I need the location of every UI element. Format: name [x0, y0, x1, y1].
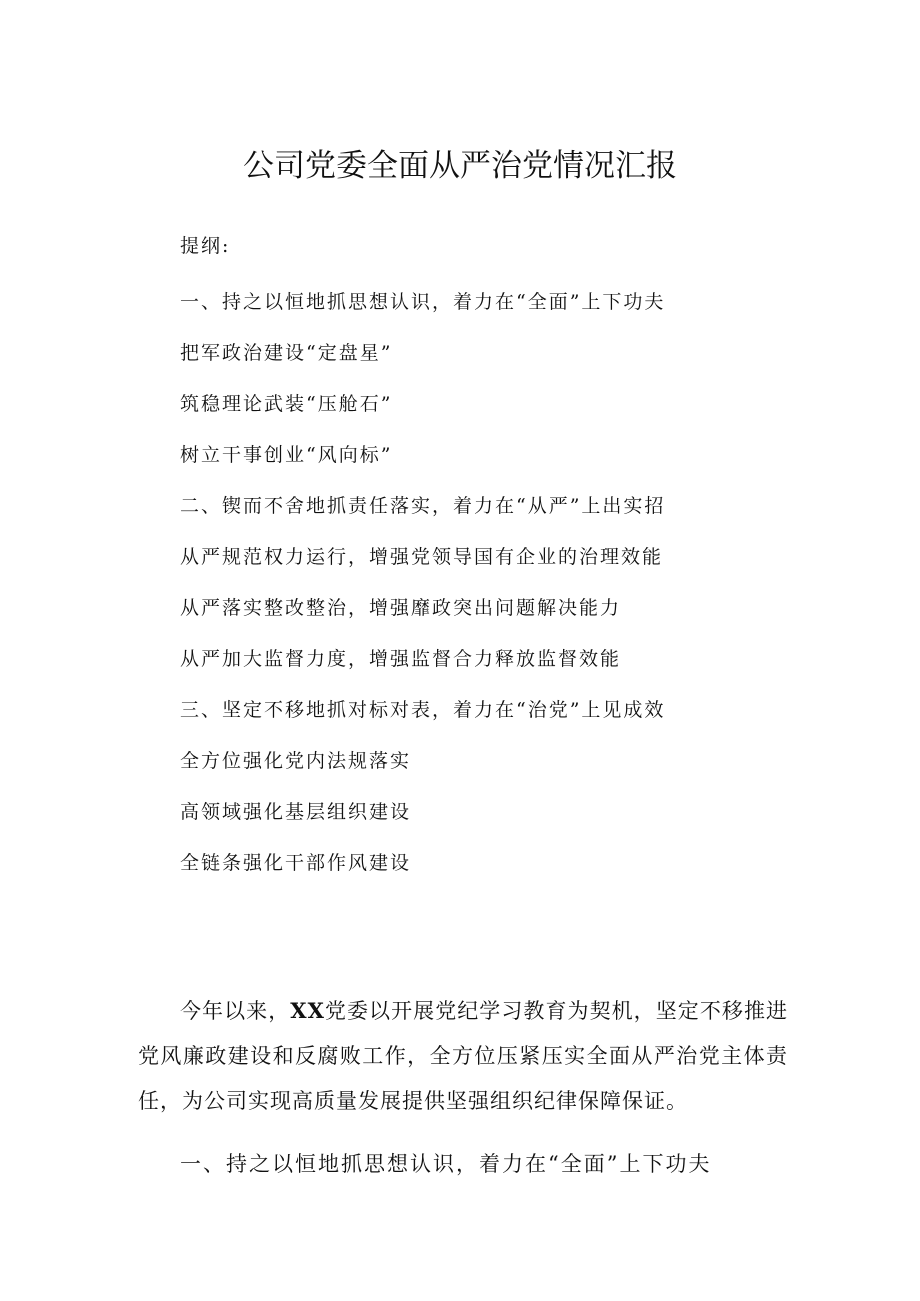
- intro-paragraph: [138, 988, 788, 1124]
- outline-item: 把军政治建设“定盘星”: [180, 342, 393, 364]
- outline-item: 全链条强化干部作风建设: [180, 852, 412, 874]
- outline-item: 从严加大监督力度，增强监督合力释放监督效能: [180, 648, 622, 670]
- section-heading: 一、持之以恒地抓思想认识，着力在“全面”上下功夫: [180, 1152, 712, 1176]
- document-body: [138, 988, 788, 1187]
- outline-item: 从严规范权力运行，增强党领导国有企业的治理效能: [180, 546, 664, 568]
- outline-item: 筑稳理论武装“压舱石”: [180, 393, 393, 415]
- outline-item: 高领域强化基层组织建设: [180, 801, 412, 823]
- outline-item: 从严落实整改整治，增强靡政突出问题解决能力: [180, 597, 622, 619]
- outline-item: 二、锲而不舍地抓责任落实，着力在“从严”上出实招: [180, 495, 666, 517]
- outline-item: 一、持之以恒地抓思想认识，着力在“全面”上下功夫: [180, 291, 666, 313]
- outline-label: 提纲:: [180, 235, 231, 257]
- outline-item: 全方位强化党内法规落实: [180, 750, 412, 772]
- outline-section: [180, 232, 840, 900]
- organization-name: XX: [290, 998, 325, 1023]
- document-title: 公司党委全面从严治党情况汇报: [243, 148, 677, 184]
- intro-lead: 今年以来，: [180, 999, 291, 1023]
- intro-rest: 党委以开展党纪学习教育为契机，坚定不移推进党风廉政建设和反腐败工作，全方位压紧压实全面从严治党主体责任，为公司实现高质量发展提供坚强组织纪律保障保证。: [138, 999, 789, 1113]
- outline-item: 树立干事创业“风向标”: [180, 444, 393, 466]
- outline-item: 三、坚定不移地抓对标对表，着力在“治党”上见成效: [180, 699, 666, 721]
